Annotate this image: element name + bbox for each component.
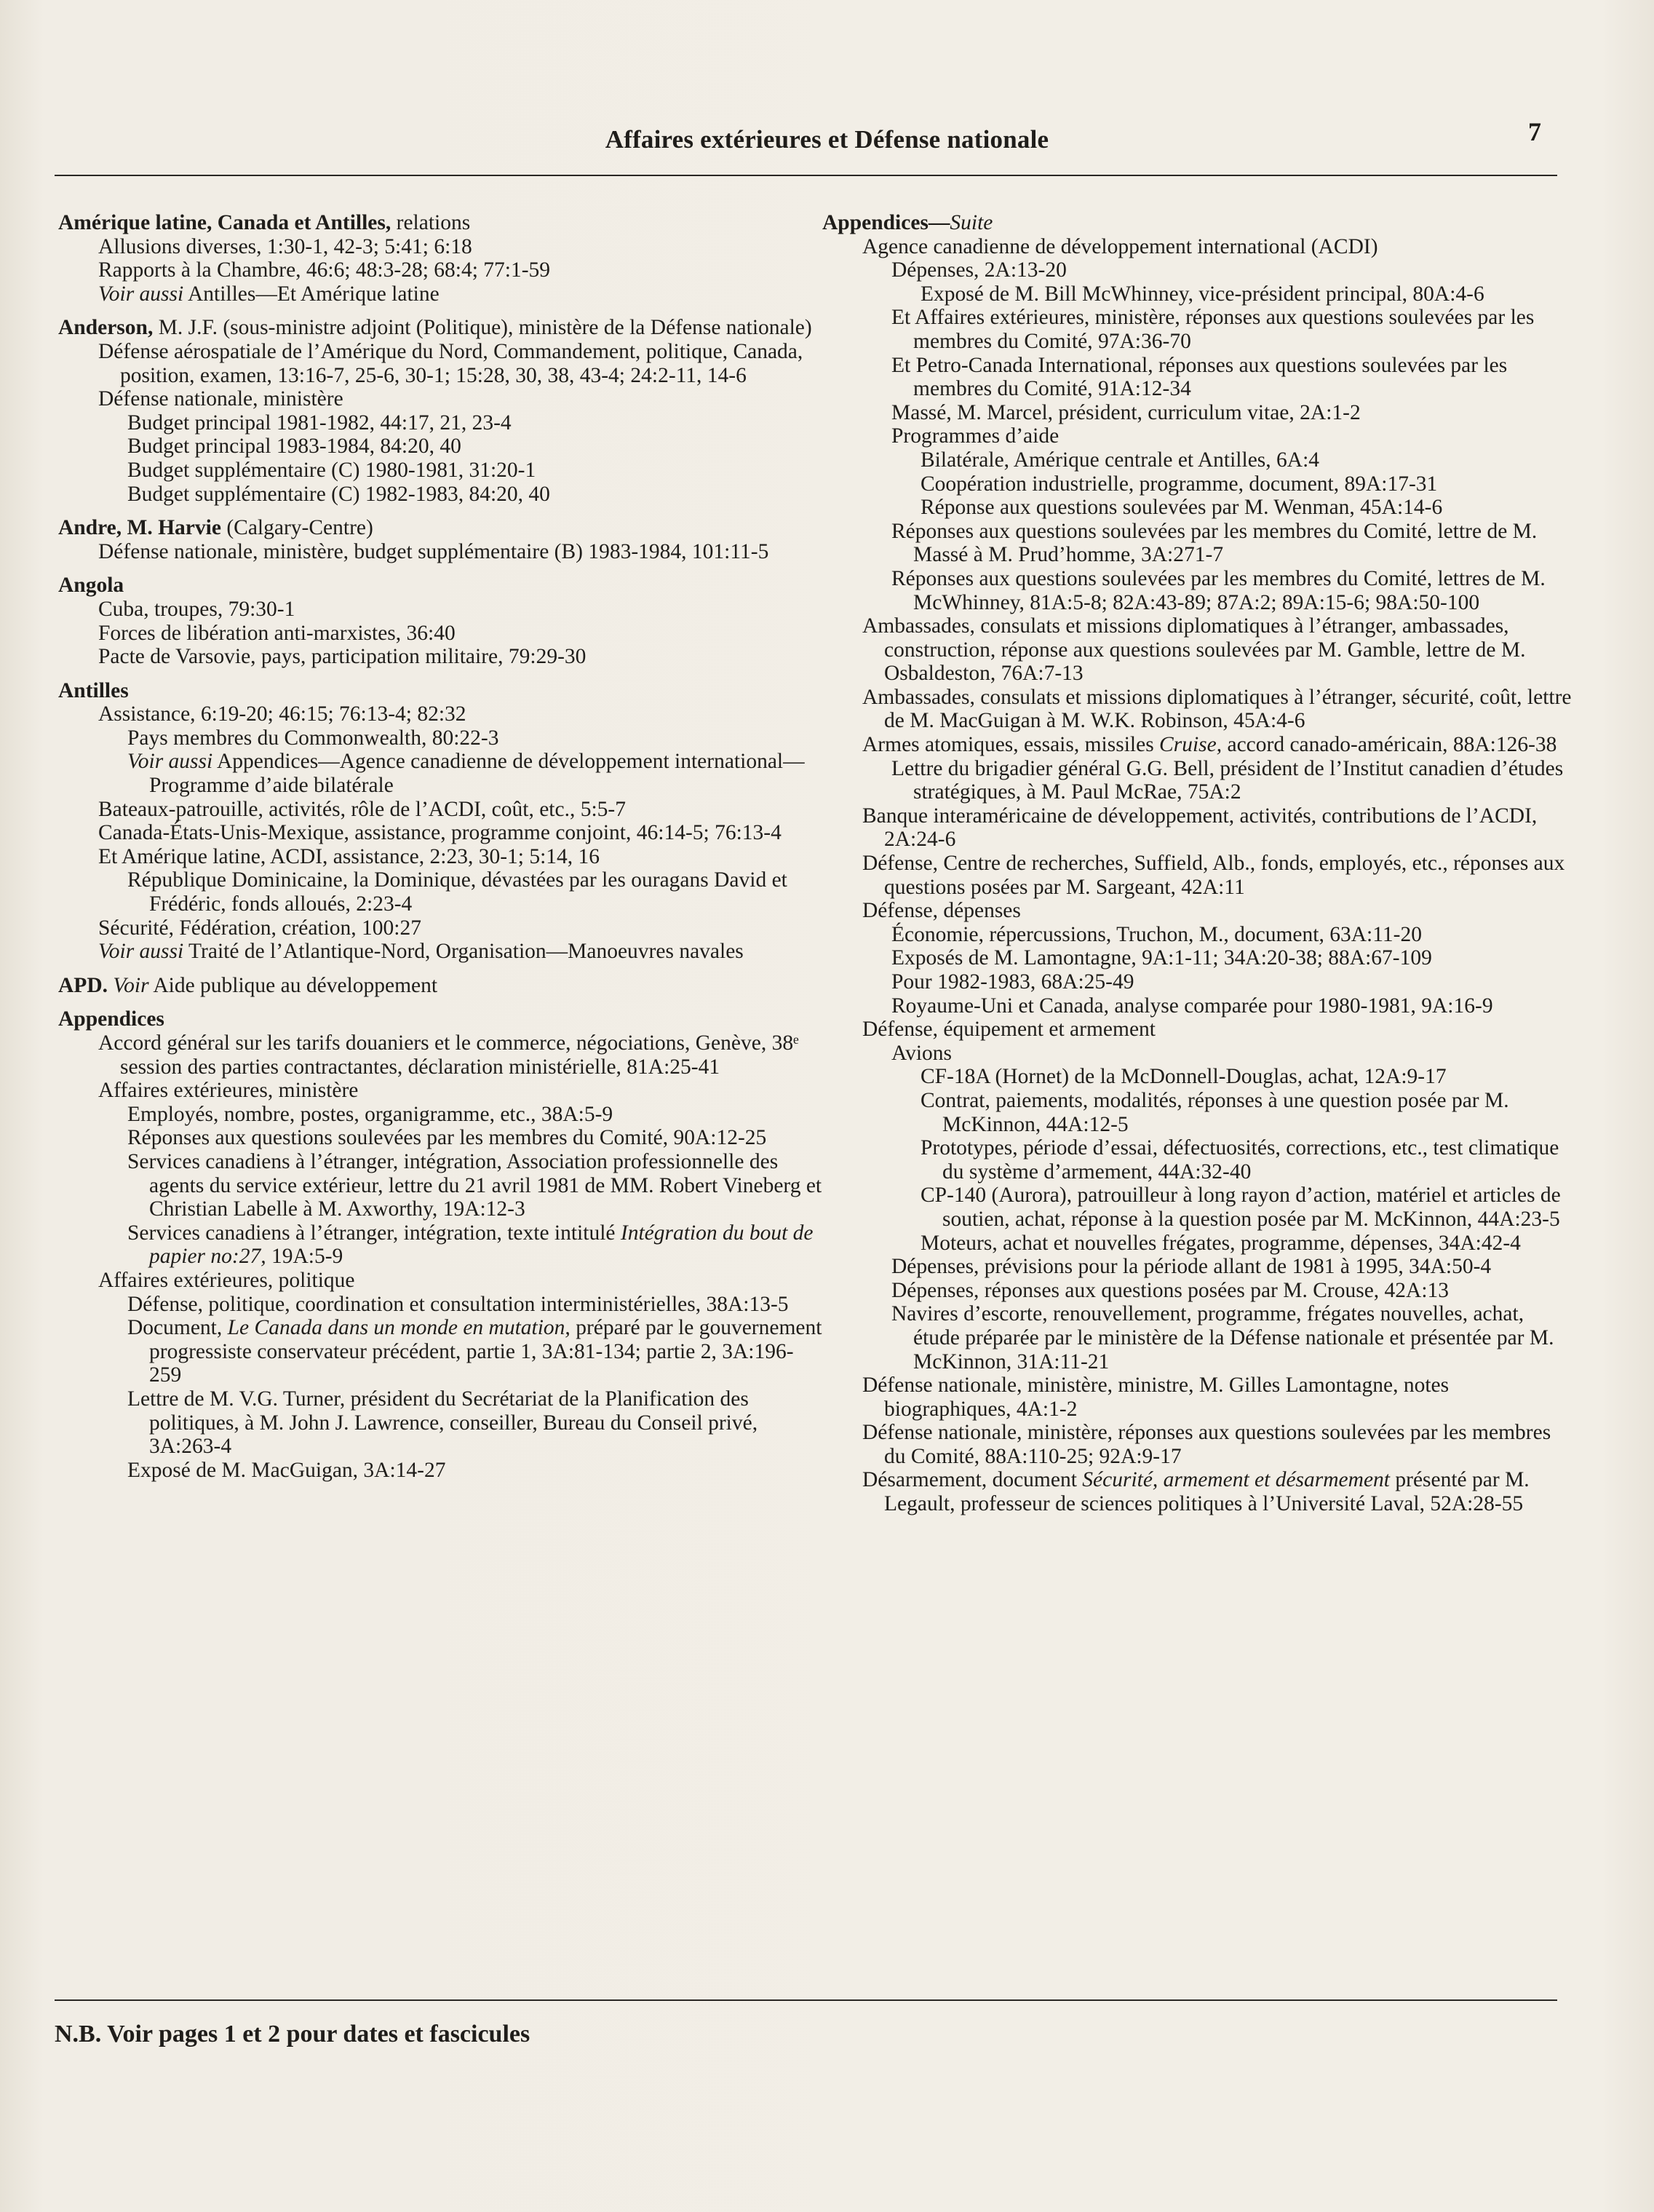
entry-text: relations [391,211,471,234]
entry-text: Pays membres du Commonwealth, 80:22-3 [127,726,499,750]
entry-text: Dépenses, 2A:13-20 [891,258,1067,282]
entry-text: Aide publique au développement [148,973,438,997]
index-subentry [58,1293,822,1317]
entry-text: Défense nationale, ministère [98,387,343,411]
index-subentry [58,540,822,564]
index-subentry [58,1126,822,1150]
entry-text: Voir aussi [98,940,184,964]
entry-text: Bateaux-patrouille, activités, rôle de l’ACDI, coût, etc., 5:5-7 [98,797,626,821]
index-heading [58,516,822,540]
index-subentry [822,1302,1575,1373]
index-subentry [58,1459,822,1483]
entry-heading-text: Angola [58,574,124,598]
index-subentry [58,387,822,411]
index-subentry [58,1103,822,1127]
index-subentry [58,235,822,259]
entry-text: Avions [891,1041,953,1065]
entry-heading-text: APD. [58,973,108,997]
entry-text: Lettre du brigadier général G.G. Bell, président de l’Institut canadien d’études stratégiques, à M. Paul McRae, 75A:2 [891,756,1564,804]
entry-text: Le Canada dans un monde en mutation, [227,1316,570,1340]
entry-text: Défense, Centre de recherches, Suffield, Alb., fonds, employés, etc., réponses aux questions posées par M. Sargeant, 42A:11 [862,852,1565,899]
entry-text: Services canadiens à l’étranger, intégration, Association professionnelle des agents du service extérieur, lettre du 21 avril 1981 de MM. Robert Vineberg et Christian Labelle à M. Axworthy, 19A:12-3 [127,1149,822,1221]
entry-text: Défense, dépenses [862,899,1021,923]
index-subentry [822,472,1575,496]
index-subentry [822,235,1575,259]
index-subentry [58,435,822,459]
index-heading [58,211,822,235]
entry-text: Moteurs, achat et nouvelles frégates, programme, dépenses, 34A:42-4 [921,1231,1521,1255]
index-subentry [822,282,1575,306]
index-subentry [58,258,822,282]
entry-text: Royaume-Uni et Canada, analyse comparée pour 1980-1981, 9A:16-9 [891,994,1493,1018]
entry-text: Dépenses, réponses aux questions posées par M. Crouse, 42A:13 [891,1278,1450,1302]
index-subentry [58,726,822,750]
index-subentry [58,868,822,916]
entry-text: Voir aussi [98,282,184,306]
index-subentry [822,804,1575,852]
entry-text: (Calgary-Centre) [220,516,373,540]
index-subentry [58,845,822,869]
entry-text: Défense nationale, ministère, budget supplémentaire (B) 1983-1984, 101:11-5 [98,539,769,563]
header-rule [55,175,1557,176]
index-subentry [822,899,1575,923]
index-subentry [822,448,1575,472]
entry-text: Armes atomiques, essais, missiles [862,733,1160,757]
index-subentry [822,970,1575,994]
index-subentry [822,1018,1575,1042]
index-subentry [822,1042,1575,1066]
index-subentry [58,1150,822,1221]
index-subentry [822,1373,1575,1421]
index-heading [58,1007,822,1031]
entry-text: Exposés de M. Lamontagne, 9A:1-11; 34A:20-38; 88A:67-109 [891,946,1432,970]
index-heading [58,679,822,703]
entry-text: Forces de libération anti-marxistes, 36:40 [98,621,456,645]
entry-text: Lettre de M. V.G. Turner, président du Secrétariat de la Planification des politiques, à M. John J. Lawrence, conseiller, Bureau du Conseil privé, 3A:263-4 [127,1387,758,1459]
entry-text: Réponse aux questions soulevées par M. Wenman, 45A:14-6 [921,496,1443,520]
entry-text: Pacte de Varsovie, pays, participation militaire, 79:29-30 [98,645,587,669]
index-subentry [58,282,822,306]
index-heading [58,316,822,340]
index-subentry [58,1221,822,1269]
index-subentry [822,1184,1575,1231]
entry-text: Cruise, [1159,733,1222,757]
index-subentry [58,916,822,940]
index-subentry [822,1232,1575,1256]
entry-text: Exposé de M. Bill McWhinney, vice-président principal, 80A:4-6 [921,282,1484,306]
entry-text: Massé, M. Marcel, président, curriculum vitae, 2A:1-2 [891,400,1361,424]
entry-text: M. J.F. (sous-ministre adjoint (Politique), ministère de la Défense nationale) [153,316,812,340]
entry-text: Économie, répercussions, Truchon, M., document, 63A:11-20 [891,922,1422,946]
entry-text: Contrat, paiements, modalités, réponses à une question posée par M. McKinnon, 44A:12-5 [921,1088,1509,1136]
entry-text: Antilles—Et Amérique latine [183,282,440,306]
index-subentry [822,923,1575,947]
index-subentry [822,258,1575,282]
index-subentry [58,940,822,964]
entry-text: Défense nationale, ministère, ministre, M. Gilles Lamontagne, notes biographiques, 4A:1-2 [862,1373,1450,1421]
index-subentry [58,622,822,646]
entry-text: CF-18A (Hornet) de la McDonnell-Douglas, achat, 12A:9-17 [921,1065,1447,1089]
entry-text: Budget supplémentaire (C) 1982-1983, 84:20, 40 [127,482,550,506]
index-subentry [58,1269,822,1293]
entry-text: Et Amérique latine, ACDI, assistance, 2:23, 30-1; 5:14, 16 [98,844,600,868]
index-subentry [58,645,822,669]
entry-heading-text: — [928,211,950,234]
index-subentry [58,821,822,845]
index-subentry [822,686,1575,733]
index-heading [822,211,1575,235]
index-subentry [822,520,1575,567]
entry-text: Accord général sur les tarifs douaniers et le commerce, négociations, Genève, 38ᵉ session des parties contractantes, déclaration ministérielle, 81A:25-41 [98,1031,799,1079]
index-subentry [822,567,1575,614]
index-subentry [822,424,1575,448]
entry-text: Cuba, troupes, 79:30-1 [98,597,295,621]
entry-text: Exposé de M. MacGuigan, 3A:14-27 [127,1458,446,1482]
index-subentry [822,733,1575,757]
entry-text: Navires d’escorte, renouvellement, programme, frégates nouvelles, achat, étude préparée par le ministère de la Défense nationale et présentée par M. McKinnon, 31A:11-21 [891,1302,1554,1373]
entry-text: Assistance, 6:19-20; 46:15; 76:13-4; 82:32 [98,702,466,726]
index-heading [58,574,822,598]
index-subentry [822,1089,1575,1136]
entry-text: 19A:5-9 [266,1245,343,1269]
entry-text: Réponses aux questions soulevées par les membres du Comité, 90A:12-25 [127,1126,767,1150]
footer-note: N.B. Voir pages 1 et 2 pour dates et fascicules [55,2021,530,2048]
entry-text: Réponses aux questions soulevées par les membres du Comité, lettre de M. Massé à M. Prud’homme, 3A:271-7 [891,519,1538,567]
index-subentry [58,483,822,507]
entry-text: Employés, nombre, postes, organigramme, etc., 38A:5-9 [127,1102,613,1126]
index-column-right [822,211,1575,1516]
index-subentry [58,459,822,483]
entry-text: Document, [127,1316,228,1340]
entry-text: Prototypes, période d’essai, défectuosités, corrections, etc., test climatique du système d’armement, 44A:32-40 [921,1136,1559,1184]
index-subentry [822,1065,1575,1089]
entry-text: Services canadiens à l’étranger, intégration, texte intitulé [127,1221,621,1245]
entry-text: accord canado-américain, 88A:126-38 [1222,733,1557,757]
entry-heading-text: Appendices [58,1007,164,1031]
index-subentry [822,614,1575,686]
index-subentry [822,401,1575,425]
index-subentry [58,411,822,435]
entry-text: présenté par M. Legault, professeur de sciences politiques à l’Université Laval, 52A:28-55 [884,1468,1530,1516]
entry-text: Budget principal 1981-1982, 44:17, 21, 23-4 [127,411,512,435]
entry-text: Réponses aux questions soulevées par les membres du Comité, lettres de M. McWhinney, 81A:5-8; 82A:43-89; 87A:2; 89A:15-6; 98A:50-100 [891,566,1546,614]
entry-heading-text: Andre, M. Harvie [58,516,221,540]
entry-text: Défense, politique, coordination et consultation interministérielles, 38A:13-5 [127,1292,789,1316]
entry-text: Banque interaméricaine de développement, activités, contributions de l’ACDI, 2A:24-6 [862,804,1538,852]
entry-heading-text: Anderson, [58,316,154,340]
index-subentry [822,496,1575,520]
entry-text: Rapports à la Chambre, 46:6; 48:3-28; 68:4; 77:1-59 [98,258,551,282]
entry-text: Dépenses, prévisions pour la période allant de 1981 à 1995, 34A:50-4 [891,1255,1492,1279]
entry-text: Appendices—Agence canadienne de développement international—Programme d’aide bilatérale [149,750,805,798]
entry-text: Voir aussi [127,750,213,774]
entry-text: Voir [113,973,149,997]
entry-text: Ambassades, consulats et missions diplomatiques à l’étranger, sécurité, coût, lettre de M. MacGuigan à M. W.K. Robinson, 45A:4-6 [862,685,1572,733]
index-subentry [822,306,1575,353]
entry-text: Budget supplémentaire (C) 1980-1981, 31:20-1 [127,458,536,482]
entry-text: Bilatérale, Amérique centrale et Antilles, 6A:4 [921,448,1320,472]
entry-text: Et Petro-Canada International, réponses aux questions soulevées par les membres du Comité, 91A:12-34 [891,353,1508,401]
entry-text: préparé par le gouvernement progressiste conservateur précédent, partie 1, 3A:81-134; partie 2, 3A:196-259 [149,1316,822,1387]
entry-text: Désarmement, document [862,1468,1083,1492]
index-subentry [822,852,1575,899]
entry-text: République Dominicaine, la Dominique, dévastées par les ouragans David et Frédéric, fonds alloués, 2:23-4 [127,868,787,916]
index-subentry [822,757,1575,804]
footer-rule [55,1999,1557,2001]
index-subentry [58,702,822,726]
index-subentry [58,1387,822,1459]
index-subentry [58,1079,822,1103]
entry-text: Allusions diverses, 1:30-1, 42-3; 5:41; 6:18 [98,234,472,258]
entry-text: Défense nationale, ministère, réponses aux questions soulevées par les membres du Comité, 88A:110-25; 92A:9-17 [862,1421,1551,1468]
entry-heading-text: Amérique latine, Canada et Antilles, [58,211,391,234]
entry-heading-text: Appendices [822,211,929,234]
index-subentry [58,1316,822,1387]
index-column-left [58,211,822,1482]
entry-heading-text: Antilles [58,678,129,702]
entry-text: Agence canadienne de développement international (ACDI) [862,234,1378,258]
page-number: 7 [1528,117,1541,146]
entry-text: Défense, équipement et armement [862,1018,1156,1042]
index-subentry [58,798,822,822]
entry-text: Sécurité, armement et désarmement [1082,1468,1390,1492]
index-subentry [58,340,822,387]
index-subentry [822,1468,1575,1515]
entry-text: Traité de l’Atlantique-Nord, Organisation—Manoeuvres navales [183,940,744,964]
entry-text: Affaires extérieures, ministère [98,1079,359,1103]
index-heading [58,974,822,998]
entry-text: Affaires extérieures, politique [98,1268,355,1292]
entry-text: Intégration du bout de papier no:27, [149,1221,814,1269]
index-subentry [822,1279,1575,1303]
entry-text: Défense aérospatiale de l’Amérique du Nord, Commandement, politique, Canada, position, examen, 13:16-7, 25-6, 30-1; 15:28, 30, 38, 43-4; 24:2-11, 14-6 [98,339,803,387]
entry-text: Coopération industrielle, programme, document, 89A:17-31 [921,472,1438,496]
entry-text: Suite [950,211,993,234]
entry-text: CP-140 (Aurora), patrouilleur à long rayon d’action, matériel et articles de soutien, achat, réponse à la question posée par M. McKinnon, 44A:23-5 [921,1184,1561,1231]
index-subentry [822,946,1575,970]
entry-text: Et Affaires extérieures, ministère, réponses aux questions soulevées par les membres du Comité, 97A:36-70 [891,306,1535,353]
index-subentry [58,598,822,622]
entry-text: Canada-États-Unis-Mexique, assistance, programme conjoint, 46:14-5; 76:13-4 [98,821,782,845]
entry-text: Sécurité, Fédération, création, 100:27 [98,916,421,940]
entry-text: Pour 1982-1983, 68A:25-49 [891,970,1134,994]
entry-text: Programmes d’aide [891,424,1059,448]
entry-text: Ambassades, consulats et missions diplomatiques à l’étranger, ambassades, construction, réponse aux questions soulevées par M. Gamble, lettre de M. Osbaldeston, 76A:7-13 [862,614,1526,686]
index-subentry [822,1255,1575,1279]
running-head-title: Affaires extérieures et Défense nationale [605,125,1049,154]
index-subentry [822,354,1575,401]
entry-text: Budget principal 1983-1984, 84:20, 40 [127,435,461,459]
index-subentry [58,1031,822,1079]
index-subentry [58,750,822,797]
index-subentry [822,994,1575,1018]
index-subentry [822,1421,1575,1468]
index-subentry [822,1136,1575,1184]
